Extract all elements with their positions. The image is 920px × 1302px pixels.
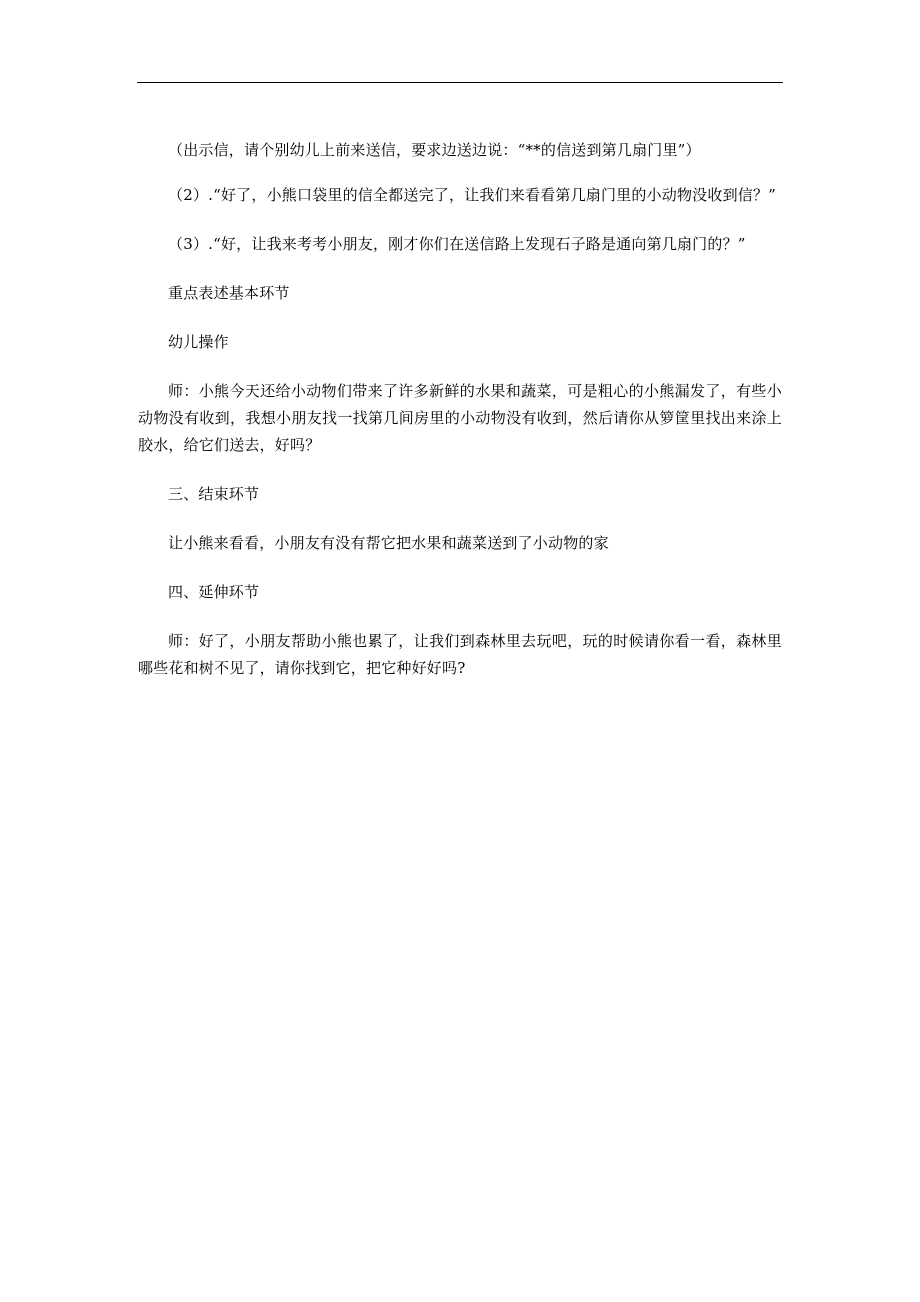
paragraph-teacher-forest: 师：好了，小朋友帮助小熊也累了，让我们到森林里去玩吧，玩的时候请你看一看，森林里哪些花和树不见了，请你找到它，把它种好好吗? (138, 632, 782, 677)
section-heading-ending: 三、结束环节 (168, 485, 260, 503)
header-divider (137, 82, 783, 83)
paragraph-teacher-fruit: 师：小熊今天还给小动物们带来了许多新鲜的水果和蔬菜，可是粗心的小熊漏发了，有些小动物没有收到，我想小朋友找一找第几间房里的小动物没有收到，然后请你从箩筐里找出来涂上胶水，给它们送去，好吗？ (138, 382, 782, 454)
section-heading-extension: 四、延伸环节 (168, 583, 260, 601)
paragraph-question-2: （2）.“好了，小熊口袋里的信全都送完了，让我们来看看第几扇门里的小动物没收到信？” (168, 186, 777, 204)
paragraph-send-letters: （出示信，请个别幼儿上前来送信，要求边送边说：“**的信送到第几扇门里”） (168, 141, 701, 159)
paragraph-question-3: （3）.“好，让我来考考小朋友，刚才你们在送信路上发现石子路是通向第几扇门的？” (168, 235, 746, 253)
paragraph-child-operation: 幼儿操作 (168, 333, 229, 351)
paragraph-key-section: 重点表述基本环节 (168, 284, 290, 302)
paragraph-bear-check: 让小熊来看看，小朋友有没有帮它把水果和蔬菜送到了小动物的家 (168, 534, 609, 552)
document-body (138, 137, 782, 704)
